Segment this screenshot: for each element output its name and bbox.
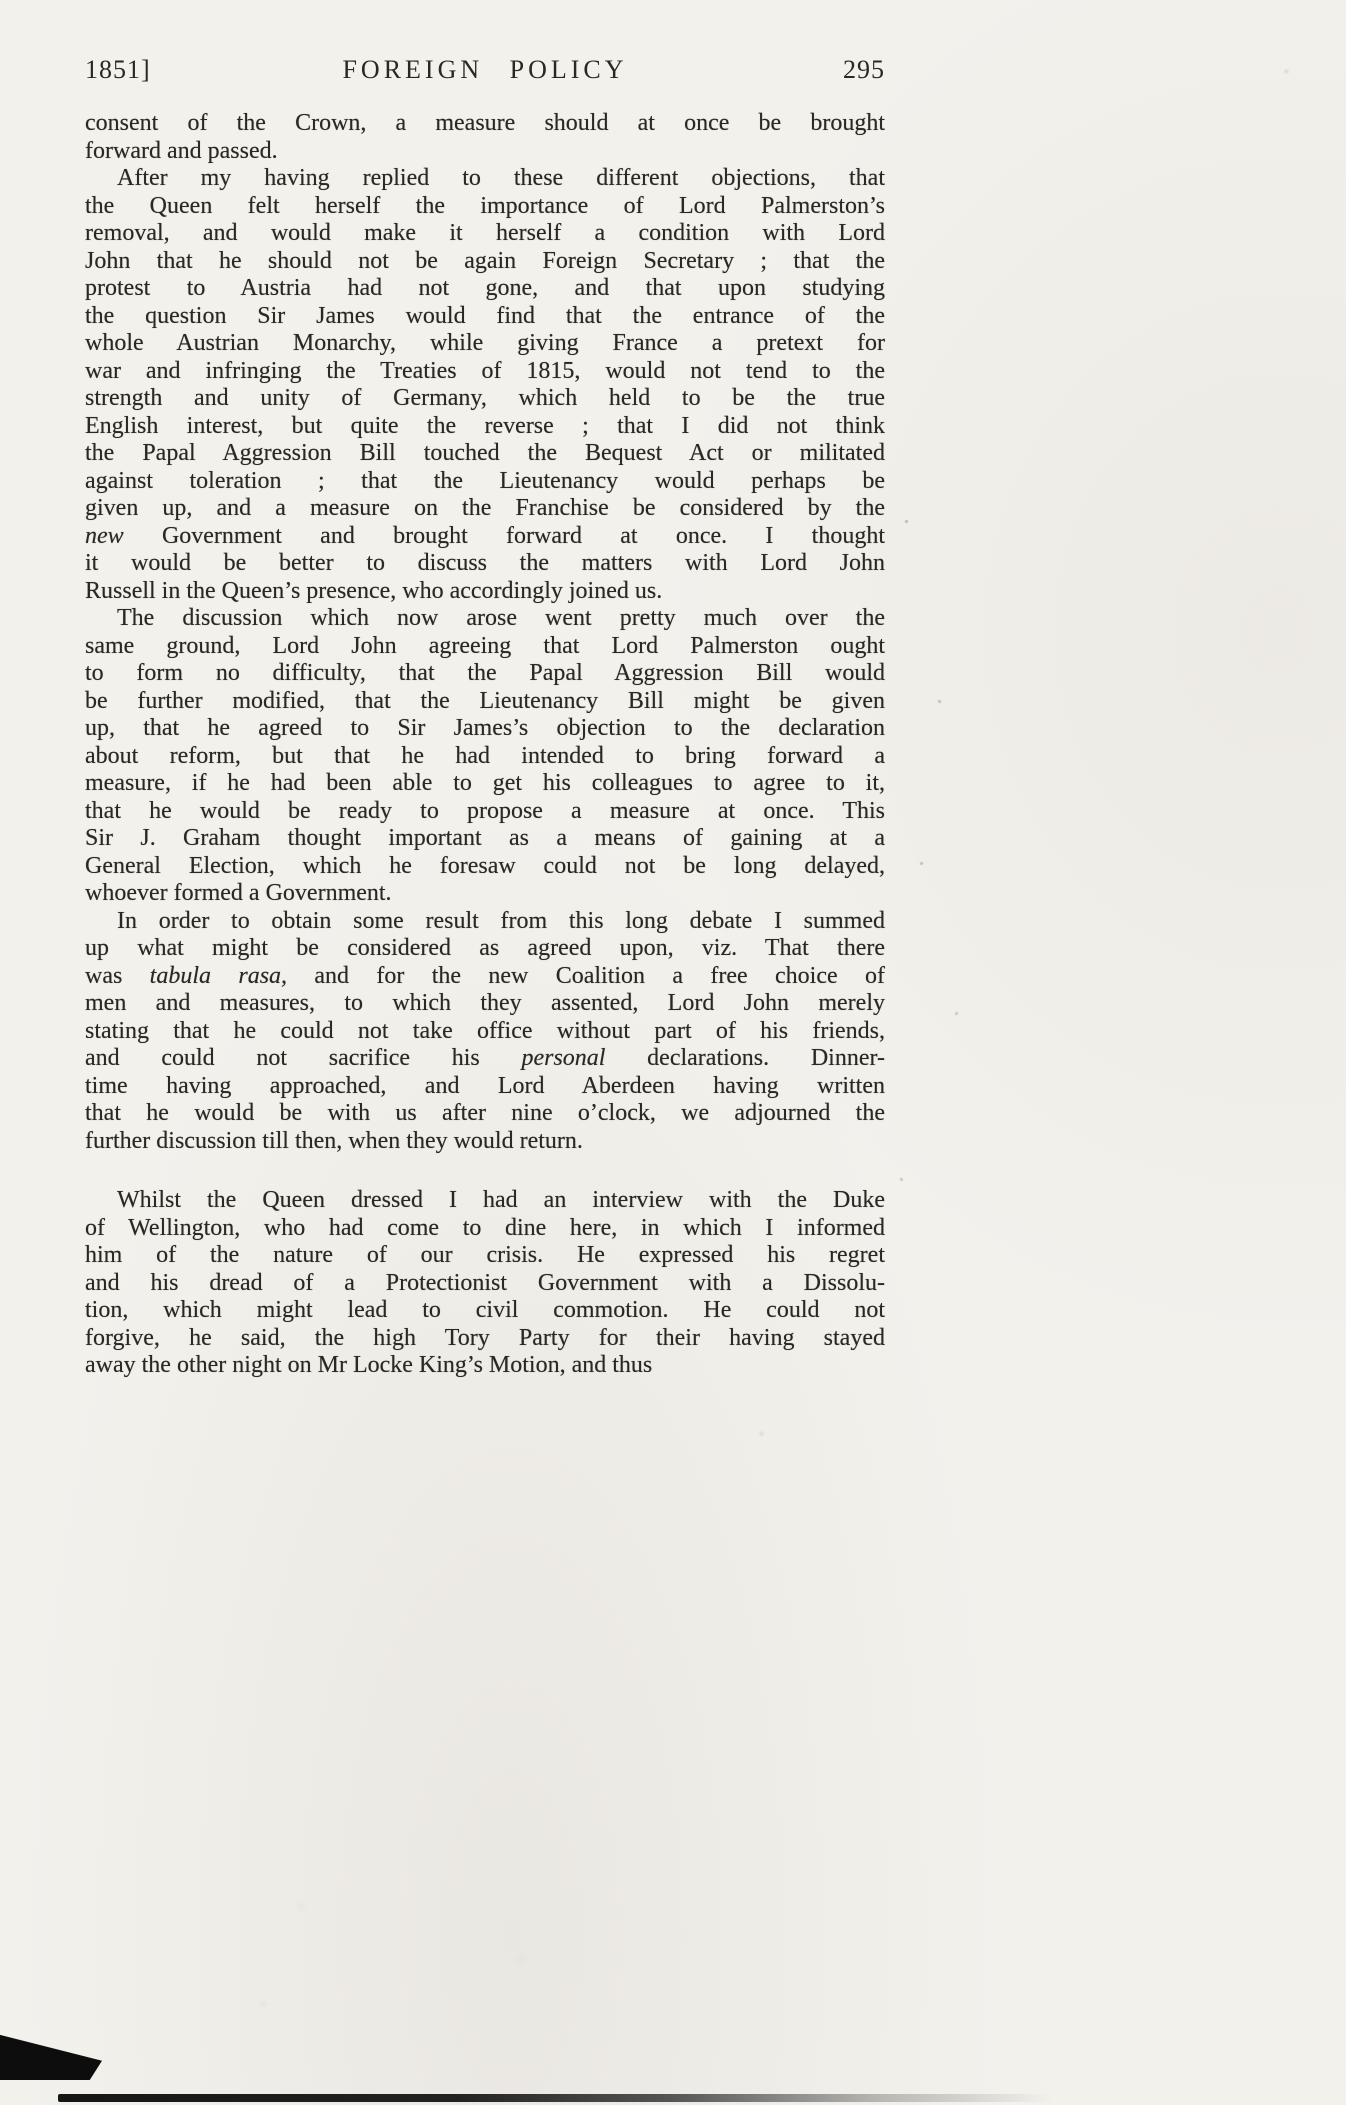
italic-text-run: new — [85, 522, 124, 549]
text-line — [85, 193, 885, 221]
text-line — [85, 963, 885, 991]
text-line — [85, 715, 885, 743]
text-run: that he would be ready to propose a measure at once. This — [85, 797, 885, 824]
text-line — [85, 825, 885, 853]
text-run: war and infringing the Treaties of 1815, would not tend to the — [85, 357, 885, 384]
text-run: John that he should not be again Foreign Secretary ; that the — [85, 247, 885, 274]
text-run: him of the nature of our crisis. He expressed his regret — [85, 1242, 885, 1268]
text-line — [85, 413, 885, 441]
text-run: the Queen felt herself the importance of Lord Palmerston’s — [85, 192, 885, 219]
text-run: and for the new Coalition a free choice of — [287, 962, 885, 989]
text-line — [85, 935, 885, 963]
text-line — [85, 138, 885, 166]
page-header — [85, 54, 885, 86]
text-run: Government and brought forward at once. I thought — [123, 522, 885, 549]
page-number: 295 — [843, 55, 885, 84]
text-run: tion, which might lead to civil commotion. He could not — [85, 1297, 885, 1323]
text-line — [85, 1128, 885, 1156]
text-line — [85, 770, 885, 798]
text-run: given up, and a measure on the Franchise be considered by the — [85, 495, 885, 521]
text-line — [85, 1073, 885, 1101]
paragraph — [85, 908, 885, 1156]
text-run: whole Austrian Monarchy, while giving France a pretext for — [85, 330, 885, 356]
scan-noise-specks — [0, 0, 3, 3]
scan-artifact-bottom-smudge — [58, 2094, 1053, 2102]
text-run: protest to Austria had not gone, and that upon studying — [85, 275, 885, 301]
scan-artifact-corner-wedge — [0, 2032, 102, 2080]
text-run: men and measures, to which they assented, Lord John merely — [85, 990, 885, 1016]
text-run: forgive, he said, the high Tory Party for their having stayed — [85, 1324, 885, 1351]
text-line — [85, 1100, 885, 1128]
text-line — [85, 1215, 885, 1243]
text-line — [85, 990, 885, 1018]
page-body — [85, 110, 885, 1380]
text-run: away the other night on Mr Locke King’s Motion, and thus — [85, 1352, 653, 1378]
text-run: it would be better to discuss the matters with Lord John — [85, 550, 885, 576]
paragraph — [85, 605, 885, 908]
text-line — [85, 468, 885, 496]
text-line — [85, 743, 885, 771]
text-run: further discussion till then, when they would return. — [85, 1127, 583, 1154]
text-run: Russell in the Queen’s presence, who accordingly joined us. — [85, 577, 663, 604]
text-run: stating that he could not take office without part of his friends, — [85, 1017, 885, 1044]
text-line — [85, 220, 885, 248]
text-run: declarations. Dinner- — [605, 1045, 885, 1071]
text-line — [85, 688, 885, 716]
text-run: that he would be with us after nine o’clock, we adjourned the — [85, 1100, 885, 1126]
text-line — [85, 523, 885, 551]
header-year: 1851] — [85, 55, 151, 84]
text-run: time having approached, and Lord Aberdeen having written — [85, 1072, 885, 1099]
text-run: General Election, which he foresaw could not be long delayed, — [85, 852, 885, 879]
text-run: of Wellington, who had come to dine here, in which I informed — [85, 1214, 885, 1241]
italic-text-run: personal — [521, 1045, 606, 1071]
text-line — [85, 578, 885, 606]
text-run: and could not sacrifice his — [85, 1045, 522, 1071]
text-run: was — [85, 962, 150, 989]
text-run: and his dread of a Protectionist Government with a Dissolu- — [85, 1269, 885, 1296]
text-run: against toleration ; that the Lieutenancy would perhaps be — [85, 467, 885, 494]
text-run: removal, and would make it herself a condition with Lord — [85, 220, 885, 246]
text-line — [85, 880, 885, 908]
text-run: English interest, but quite the reverse ; that I did not think — [85, 412, 885, 439]
text-run: In order to obtain some result from this long debate I summed — [117, 907, 885, 934]
text-run: up what might be considered as agreed upon, viz. That there — [85, 935, 885, 961]
text-line — [85, 605, 885, 633]
text-line — [85, 633, 885, 661]
text-line — [85, 275, 885, 303]
text-line — [85, 550, 885, 578]
text-line — [85, 330, 885, 358]
text-run: Whilst the Queen dressed I had an interview with the Duke — [117, 1187, 885, 1213]
text-line — [85, 440, 885, 468]
text-run: up, that he agreed to Sir James’s objection to the declaration — [85, 715, 885, 741]
paragraph — [85, 1187, 885, 1380]
text-run: The discussion which now arose went pretty much over the — [117, 605, 885, 631]
text-run: about reform, but that he had intended to bring forward a — [85, 742, 885, 769]
paragraph — [85, 110, 885, 165]
text-line — [85, 1325, 885, 1353]
text-run: consent of the Crown, a measure should at once be brought — [85, 110, 885, 136]
text-line — [85, 1352, 885, 1380]
text-line — [85, 1297, 885, 1325]
text-line — [85, 303, 885, 331]
paragraph — [85, 165, 885, 605]
text-run: to form no difficulty, that the Papal Aggression Bill would — [85, 660, 885, 686]
text-line — [85, 853, 885, 881]
text-run: be further modified, that the Lieutenancy Bill might be given — [85, 687, 885, 714]
text-line — [85, 1018, 885, 1046]
text-line — [85, 358, 885, 386]
text-line — [85, 1270, 885, 1298]
text-line — [85, 495, 885, 523]
text-run: the Papal Aggression Bill touched the Bequest Act or militated — [85, 440, 885, 466]
text-line — [85, 385, 885, 413]
running-title: FOREIGN POLICY — [342, 55, 628, 84]
text-run: the question Sir James would find that the entrance of the — [85, 302, 885, 329]
text-line — [85, 248, 885, 276]
text-line — [85, 1187, 885, 1215]
text-line — [85, 110, 885, 138]
text-line — [85, 1242, 885, 1270]
text-run: whoever formed a Government. — [85, 880, 392, 906]
text-run: measure, if he had been able to get his colleagues to agree to it, — [85, 770, 885, 796]
text-run: same ground, Lord John agreeing that Lord Palmerston ought — [85, 632, 885, 659]
text-run: After my having replied to these different objections, that — [117, 165, 885, 191]
text-line — [85, 165, 885, 193]
text-run: Sir J. Graham thought important as a means of gaining at a — [85, 825, 885, 851]
text-line — [85, 798, 885, 826]
text-line — [85, 908, 885, 936]
text-run: strength and unity of Germany, which held to be the true — [85, 385, 885, 411]
text-line — [85, 660, 885, 688]
text-line — [85, 1045, 885, 1073]
italic-text-run: tabula rasa, — [149, 962, 288, 989]
text-run: forward and passed. — [85, 137, 278, 164]
